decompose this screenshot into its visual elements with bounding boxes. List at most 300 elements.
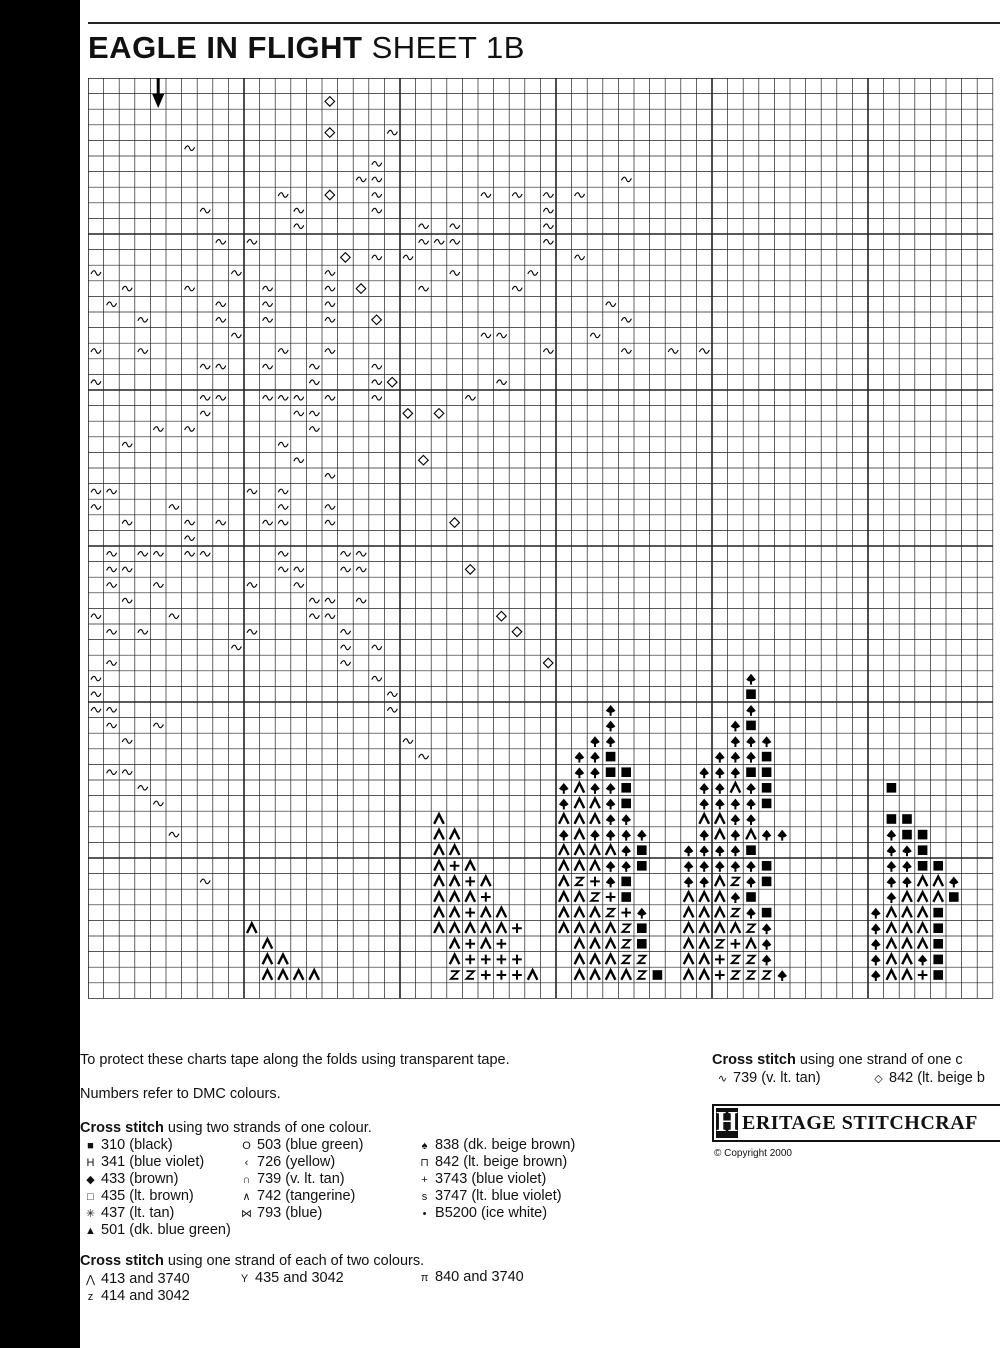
stitch-spade-838 (731, 845, 741, 856)
stitch-arch-413-3740 (887, 939, 897, 949)
key-item (418, 1154, 575, 1171)
stitch-spade-838 (746, 908, 756, 919)
stitch-tilde-739 (419, 240, 429, 245)
stitch-tilde-739 (372, 364, 382, 369)
stitch-square-310 (933, 908, 943, 918)
stitch-tilde-739 (543, 208, 553, 213)
stitch-plus-3743 (918, 970, 928, 980)
stitch-tilde-739 (372, 162, 382, 167)
stitch-arch-413-3740 (684, 955, 694, 965)
stitch-arch-413-3740 (590, 814, 600, 824)
stitch-spade-838 (699, 783, 709, 794)
stitch-spade-838 (684, 861, 694, 872)
stitch-arch-413-3740 (715, 877, 725, 887)
stitch-arch-413-3740 (715, 814, 725, 824)
key-text: 435 (lt. brown) (101, 1188, 194, 1204)
stitch-tilde-739 (107, 708, 117, 713)
stitch-arch-413-3740 (575, 923, 585, 933)
stitch-tilde-739 (325, 302, 335, 307)
stitch-plus-3743 (621, 908, 631, 918)
stitch-tilde-739 (185, 427, 195, 432)
stitch-spade-838 (887, 877, 897, 888)
stitch-tilde-739 (216, 240, 226, 245)
key-item (418, 1205, 575, 1222)
key-text: 726 (yellow) (257, 1154, 336, 1170)
key-item (418, 1137, 575, 1154)
stitch-tilde-739 (294, 396, 304, 401)
stitch-square-310 (621, 767, 631, 777)
stitch-plus-3743 (465, 955, 475, 965)
stitch-plus-3743 (715, 970, 725, 980)
stitch-arch-413-3740 (434, 892, 444, 902)
stitch-arch-413-3740 (684, 970, 694, 980)
stitch-plus-3743 (731, 939, 741, 949)
stitch-z-414-3042 (576, 878, 584, 886)
stitch-arch-413-3740 (575, 830, 585, 840)
stitch-tilde-739 (216, 302, 226, 307)
stitch-square-310 (653, 970, 663, 980)
stitch-arch-413-3740 (434, 830, 444, 840)
stitch-spade-838 (746, 674, 756, 685)
stitch-spade-838 (590, 767, 600, 778)
stitch-tilde-739 (372, 396, 382, 401)
stitch-arch-413-3740 (450, 923, 460, 933)
stitch-arch-413-3740 (933, 877, 943, 887)
stitch-tilde-739 (325, 474, 335, 479)
stitch-diamond-842 (419, 455, 429, 465)
stitch-tilde-739 (91, 380, 101, 385)
key-heading-bold: Cross stitch (80, 1253, 164, 1269)
stitch-tilde-739 (91, 271, 101, 276)
stitch-tilde-739 (278, 193, 288, 198)
stitch-tilde-739 (185, 520, 195, 525)
stitch-tilde-739 (387, 692, 397, 697)
stitch-square-310 (637, 939, 647, 949)
stitch-arch-413-3740 (481, 877, 491, 887)
stitch-spade-838 (637, 830, 647, 841)
stitch-square-310 (762, 799, 772, 809)
stitch-tilde-739 (356, 177, 366, 182)
stitch-arch-413-3740 (481, 939, 491, 949)
stitch-tilde-739 (107, 302, 117, 307)
stitch-square-310 (746, 892, 756, 902)
stitch-arch-413-3740 (575, 939, 585, 949)
stitch-arch-413-3740 (699, 892, 709, 902)
stitch-spade-838 (699, 877, 709, 888)
stitch-tilde-739 (122, 442, 132, 447)
stitch-spade-838 (606, 830, 616, 841)
stitch-plus-3743 (590, 877, 600, 887)
key-text: 435 and 3042 (255, 1270, 344, 1286)
stitch-arch-413-3740 (606, 845, 616, 855)
stitch-tilde-739 (450, 240, 460, 245)
stitch-arch-413-3740 (559, 892, 569, 902)
stitch-tilde-739 (169, 832, 179, 837)
stitch-tilde-739 (122, 520, 132, 525)
stitch-tilde-739 (216, 318, 226, 323)
stitch-arch-413-3740 (278, 970, 288, 980)
stitch-plus-3743 (481, 955, 491, 965)
stitch-z-414-3042 (732, 956, 740, 964)
stitch-spade-838 (575, 752, 585, 763)
stitch-square-310 (637, 861, 647, 871)
stitch-spade-838 (887, 830, 897, 841)
stitch-arch-413-3740 (902, 955, 912, 965)
stitch-tilde-739 (107, 567, 117, 572)
stitch-tilde-739 (122, 598, 132, 603)
stitch-tilde-739 (278, 520, 288, 525)
key-text: 341 (blue violet) (101, 1154, 205, 1170)
stitch-spade-838 (621, 814, 631, 825)
stitch-tilde-739 (91, 676, 101, 681)
key-text: 503 (blue green) (257, 1137, 364, 1153)
stitch-tilde-739 (325, 271, 335, 276)
stitch-z-414-3042 (732, 971, 740, 979)
key-item (84, 1288, 190, 1305)
stitch-arch-413-3740 (887, 955, 897, 965)
stitch-arch-413-3740 (294, 970, 304, 980)
stitch-arch-413-3740 (465, 923, 475, 933)
key-item (84, 1271, 190, 1288)
key-item (240, 1188, 363, 1205)
stitch-spade-838 (606, 721, 616, 732)
stitch-arch-413-3740 (746, 939, 756, 949)
stitch-tilde-739 (621, 318, 631, 323)
stitch-spade-838 (746, 799, 756, 810)
stitch-tilde-739 (294, 224, 304, 229)
stitch-z-414-3042 (716, 940, 724, 948)
stitch-diamond-842 (341, 253, 351, 263)
stitch-tilde-739 (341, 661, 351, 666)
stitch-arch-413-3740 (684, 908, 694, 918)
stitch-plus-3743 (512, 923, 522, 933)
stitch-tilde-739 (325, 318, 335, 323)
key-item (238, 1270, 344, 1287)
stitch-tilde-739 (450, 271, 460, 276)
stitch-tilde-739 (122, 286, 132, 291)
key-item (418, 1188, 575, 1205)
stitch-tilde-739 (372, 208, 382, 213)
key-text: 842 (lt. beige b (889, 1070, 985, 1086)
stitch-tilde-739 (606, 302, 616, 307)
stitch-arch-413-3740 (575, 861, 585, 871)
stitch-arch-413-3740 (699, 908, 709, 918)
key-item (716, 1070, 821, 1087)
stitch-arch-413-3740 (715, 908, 725, 918)
stitch-arch-413-3740 (590, 955, 600, 965)
stitch-arch-413-3740 (465, 892, 475, 902)
key-symbol: + (421, 1174, 428, 1186)
stitch-tilde-739 (341, 567, 351, 572)
stitch-spade-838 (590, 783, 600, 794)
stitch-tilde-739 (309, 427, 319, 432)
stitch-spade-838 (699, 799, 709, 810)
stitch-tilde-739 (621, 349, 631, 354)
key-heading-rest: using two strands of one colour. (163, 1120, 372, 1136)
stitch-arch-413-3740 (731, 923, 741, 933)
stitch-tilde-739 (122, 770, 132, 775)
stitch-tilde-739 (575, 255, 585, 260)
stitch-square-310 (933, 861, 943, 871)
stitch-square-310 (621, 799, 631, 809)
stitch-z-414-3042 (622, 924, 630, 932)
stitch-z-414-3042 (638, 971, 646, 979)
stitch-tilde-739 (512, 193, 522, 198)
stitch-tilde-739 (200, 552, 210, 557)
stitch-spade-838 (746, 736, 756, 747)
stitch-z-414-3042 (451, 971, 459, 979)
stitch-square-310 (637, 845, 647, 855)
stitch-square-310 (933, 955, 943, 965)
stitch-tilde-739 (419, 286, 429, 291)
stitch-tilde-739 (294, 208, 304, 213)
stitch-spade-838 (606, 814, 616, 825)
stitch-tilde-739 (200, 396, 210, 401)
stitch-diamond-842 (325, 128, 335, 138)
stitch-spade-838 (871, 908, 881, 919)
stitch-z-414-3042 (747, 924, 755, 932)
stitch-spade-838 (590, 736, 600, 747)
stitch-diamond-842 (434, 409, 444, 419)
stitch-arch-413-3740 (918, 908, 928, 918)
stitch-spade-838 (699, 861, 709, 872)
stitch-tilde-739 (216, 364, 226, 369)
stitch-tilde-739 (543, 193, 553, 198)
stitch-spade-838 (621, 830, 631, 841)
stitch-arch-413-3740 (559, 908, 569, 918)
key-two-strands-heading (80, 1120, 372, 1137)
stitch-spade-838 (731, 861, 741, 872)
stitch-z-414-3042 (622, 940, 630, 948)
stitch-tilde-739 (153, 583, 163, 588)
stitch-spade-838 (731, 814, 741, 825)
stitch-square-310 (762, 767, 772, 777)
stitch-z-414-3042 (607, 909, 615, 917)
stitch-tilde-739 (372, 645, 382, 650)
stitch-arch-413-3740 (684, 892, 694, 902)
stitch-arch-413-3740 (434, 877, 444, 887)
key-item (872, 1070, 985, 1087)
stitch-tilde-739 (231, 271, 241, 276)
stitch-arch-413-3740 (528, 970, 538, 980)
stitch-z-414-3042 (466, 971, 474, 979)
key-symbol: ⊓ (420, 1157, 429, 1169)
stitch-tilde-739 (138, 349, 148, 354)
stitch-spade-838 (606, 799, 616, 810)
stitch-tilde-739 (263, 286, 273, 291)
stitch-diamond-842 (512, 627, 522, 637)
stitch-tilde-739 (372, 193, 382, 198)
stitch-tilde-739 (107, 489, 117, 494)
stitch-tilde-739 (294, 411, 304, 416)
stitch-arch-413-3740 (450, 892, 460, 902)
stitch-tilde-739 (512, 286, 522, 291)
stitch-arch-413-3740 (450, 939, 460, 949)
stitch-tilde-739 (403, 255, 413, 260)
key-item (84, 1188, 231, 1205)
stitch-tilde-739 (294, 458, 304, 463)
stitch-arch-413-3740 (933, 892, 943, 902)
stitch-arch-413-3740 (465, 861, 475, 871)
stitch-square-310 (762, 861, 772, 871)
key-item (240, 1137, 363, 1154)
key-text: 842 (lt. beige brown) (435, 1154, 568, 1170)
stitch-tilde-739 (356, 552, 366, 557)
stitch-arch-413-3740 (902, 892, 912, 902)
stitch-tilde-739 (497, 380, 507, 385)
stitch-arch-413-3740 (263, 939, 273, 949)
stitch-arch-413-3740 (575, 799, 585, 809)
stitch-arch-413-3740 (918, 892, 928, 902)
stitch-tilde-739 (325, 598, 335, 603)
stitch-spade-838 (731, 752, 741, 763)
stitch-arch-413-3740 (450, 845, 460, 855)
stitch-square-310 (637, 923, 647, 933)
stitch-spade-838 (731, 799, 741, 810)
stitch-tilde-739 (543, 224, 553, 229)
key-right-heading (712, 1052, 963, 1069)
stitch-arch-413-3740 (902, 939, 912, 949)
stitch-arch-413-3740 (918, 877, 928, 887)
stitch-arch-413-3740 (575, 970, 585, 980)
stitch-arch-413-3740 (590, 939, 600, 949)
stitch-square-310 (746, 721, 756, 731)
key-symbol: ♠ (421, 1140, 428, 1152)
key-symbol: Y (240, 1273, 249, 1285)
stitch-arch-413-3740 (575, 955, 585, 965)
key-symbol: ∧ (242, 1191, 251, 1203)
stitch-tilde-739 (294, 567, 304, 572)
stitch-arch-413-3740 (918, 923, 928, 933)
stitch-spade-838 (575, 767, 585, 778)
stitch-plus-3743 (465, 908, 475, 918)
stitch-arch-413-3740 (247, 923, 257, 933)
stitch-spade-838 (715, 767, 725, 778)
key-symbol: H (86, 1157, 95, 1169)
stitch-spade-838 (777, 830, 787, 841)
key-text: B5200 (ice white) (435, 1205, 548, 1221)
stitch-arch-413-3740 (731, 783, 741, 793)
stitch-tilde-739 (216, 520, 226, 525)
stitch-square-310 (918, 845, 928, 855)
stitch-arch-413-3740 (481, 923, 491, 933)
stitch-arch-413-3740 (497, 923, 507, 933)
stitch-z-414-3042 (747, 956, 755, 964)
stitch-diamond-842 (372, 315, 382, 325)
tape-note: To protect these charts tape along the folds using transparent tape. (80, 1052, 510, 1068)
stitch-spade-838 (746, 752, 756, 763)
stitch-arch-413-3740 (715, 892, 725, 902)
key-symbol: □ (87, 1191, 94, 1203)
stitch-spade-838 (606, 877, 616, 888)
copyright-notice: © Copyright 2000 (714, 1148, 792, 1159)
stitch-spade-838 (559, 830, 569, 841)
stitch-arch-413-3740 (621, 970, 631, 980)
key-symbol: ∩ (242, 1174, 251, 1186)
stitch-square-310 (762, 908, 772, 918)
stitch-diamond-842 (325, 97, 335, 107)
stitch-square-310 (933, 939, 943, 949)
key-column-1 (84, 1137, 231, 1239)
stitch-tilde-739 (341, 630, 351, 635)
stitch-square-310 (933, 970, 943, 980)
stitch-arch-413-3740 (699, 814, 709, 824)
stitch-spade-838 (762, 955, 772, 966)
stitch-tilde-739 (138, 552, 148, 557)
stitch-spade-838 (637, 908, 647, 919)
stitch-tilde-739 (450, 224, 460, 229)
stitch-spade-838 (731, 767, 741, 778)
stitch-tilde-739 (341, 645, 351, 650)
stitch-spade-838 (902, 861, 912, 872)
key-item (84, 1171, 231, 1188)
stitch-plus-3743 (512, 955, 522, 965)
stitch-spade-838 (871, 955, 881, 966)
stitch-tilde-739 (107, 661, 117, 666)
stitch-tilde-739 (309, 614, 319, 619)
stitch-plus-3743 (497, 955, 507, 965)
stitch-spade-838 (606, 705, 616, 716)
stitch-tilde-739 (356, 598, 366, 603)
stitch-arch-413-3740 (887, 923, 897, 933)
stitch-tilde-739 (403, 739, 413, 744)
stitch-spade-838 (762, 830, 772, 841)
stitch-tilde-739 (309, 598, 319, 603)
stitch-tilde-739 (91, 614, 101, 619)
stitch-tilde-739 (325, 614, 335, 619)
stitch-tilde-739 (91, 489, 101, 494)
stitch-arch-413-3740 (450, 908, 460, 918)
stitch-spade-838 (871, 923, 881, 934)
stitch-square-310 (746, 767, 756, 777)
title-sheet: SHEET 1B (371, 30, 525, 65)
stitch-square-310 (621, 892, 631, 902)
stitch-spade-838 (590, 830, 600, 841)
stitch-arch-413-3740 (606, 970, 616, 980)
stitch-square-310 (746, 845, 756, 855)
stitch-diamond-842 (465, 565, 475, 575)
key-text: 413 and 3740 (101, 1271, 190, 1287)
stitch-tilde-739 (621, 177, 631, 182)
stitch-plus-3743 (465, 877, 475, 887)
key-symbol: O (242, 1140, 251, 1152)
stitch-tilde-739 (481, 193, 491, 198)
stitch-tilde-739 (247, 240, 257, 245)
stitch-diamond-842 (403, 409, 413, 419)
stitch-tilde-739 (278, 489, 288, 494)
stitch-square-310 (918, 861, 928, 871)
stitch-tilde-739 (325, 505, 335, 510)
stitch-arch-413-3740 (450, 830, 460, 840)
dmc-note: Numbers refer to DMC colours. (80, 1086, 281, 1102)
stitch-spade-838 (621, 861, 631, 872)
key-item (84, 1205, 231, 1222)
stitch-tilde-739 (387, 130, 397, 135)
stitch-tilde-739 (465, 396, 475, 401)
logo-wordmark: ERITAGE STITCHCRAF (742, 1112, 978, 1134)
stitch-tilde-739 (185, 536, 195, 541)
stitch-tilde-739 (372, 255, 382, 260)
page-title (88, 30, 525, 66)
stitch-tilde-739 (528, 271, 538, 276)
stitch-tilde-739 (263, 364, 273, 369)
stitch-tilde-739 (247, 489, 257, 494)
key-symbol: π (420, 1272, 429, 1284)
stitch-arch-413-3740 (902, 970, 912, 980)
stitch-square-310 (902, 830, 912, 840)
stitch-plus-3743 (497, 970, 507, 980)
stitch-spade-838 (715, 752, 725, 763)
